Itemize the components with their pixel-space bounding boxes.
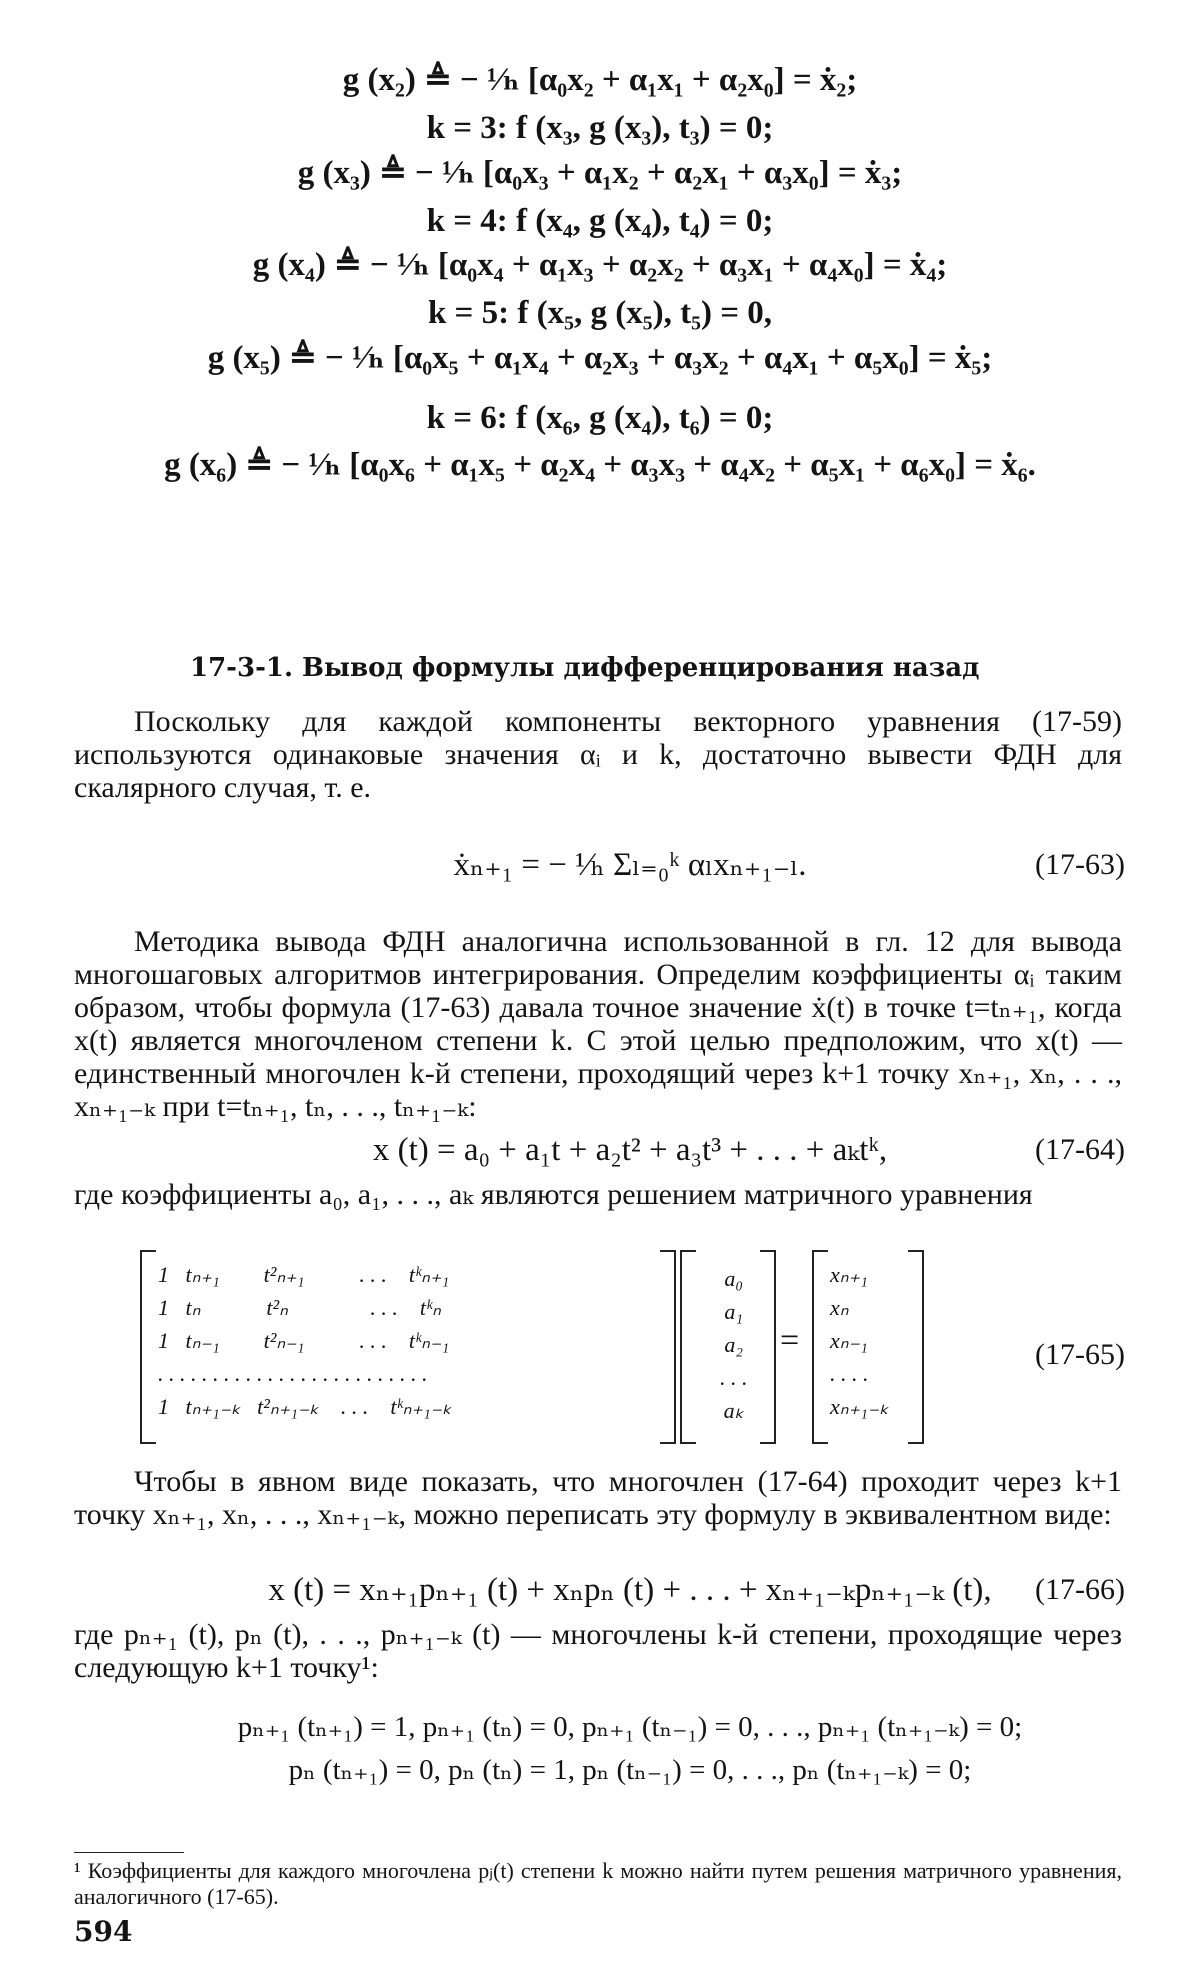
bracket-right <box>908 1250 924 1444</box>
paragraph-text: где коэффициенты a₀, a₁, . . ., aₖ являются решением матричного уравнения <box>74 1178 1033 1211</box>
vector-a: a₀ a₁ a₂ . . . aₖ <box>720 1266 748 1423</box>
paragraph-2 <box>74 925 1122 1123</box>
equation-number: (17-65) <box>1035 1338 1125 1371</box>
paragraph-5 <box>74 1618 1122 1684</box>
bracket-right <box>760 1250 776 1444</box>
equation-17-63: ẋₙ₊₁ = − ¹⁄ₕ Σₗ₌₀ᵏ αₗxₙ₊₁₋ₗ. <box>453 847 807 883</box>
section-heading: 17-3-1. Вывод формулы дифференцирования назад <box>190 653 980 683</box>
equation-g5: g (x₅) ≜ − ¹⁄ₕ [α₀x₅ + α₁x₄ + α₂x₃ + α₃x₂ + α₄x₁ + α₅x₀] = ẋ₅; <box>207 340 993 376</box>
bracket-right <box>660 1250 676 1444</box>
equation-g4: g (x₄) ≜ − ¹⁄ₕ [α₀x₄ + α₁x₃ + α₂x₂ + α₃x₁ + α₄x₀] = ẋ₄; <box>252 247 948 283</box>
equation-17-66: x (t) = xₙ₊₁pₙ₊₁ (t) + xₙpₙ (t) + . . . + xₙ₊₁₋ₖpₙ₊₁₋ₖ (t), <box>268 1572 992 1608</box>
equals-sign: = <box>780 1322 800 1359</box>
equation-number: (17-63) <box>1035 848 1125 881</box>
equation-number: (17-64) <box>1035 1133 1125 1166</box>
equation-k4: k = 4: f (x₄, g (x₄), t₄) = 0; <box>426 203 774 239</box>
equation-k6: k = 6: f (x₆, g (x₄), t₆) = 0; <box>426 400 774 436</box>
condition-line-1: pₙ₊₁ (tₙ₊₁) = 1, pₙ₊₁ (tₙ) = 0, pₙ₊₁ (tₙ₋₁) = 0, . . ., pₙ₊₁ (tₙ₊₁₋ₖ) = 0; <box>237 1711 1023 1743</box>
vector-x: xₙ₊₁ xₙ xₙ₋₁ . . . . xₙ₊₁₋ₖ <box>830 1262 889 1419</box>
paragraph-text: Поскольку для каждой компоненты векторного уравнения (17-59) используются одинаковые значения αᵢ и k, достаточно вывести ФДН для скалярного случая, т. е. <box>74 705 1122 804</box>
condition-line-2: pₙ (tₙ₊₁) = 0, pₙ (tₙ) = 1, pₙ (tₙ₋₁) = 0, . . ., pₙ (tₙ₊₁₋ₖ) = 0; <box>288 1754 972 1786</box>
equation-number: (17-66) <box>1035 1573 1125 1606</box>
bracket-left <box>812 1250 828 1444</box>
equation-g2: g (x₂) ≜ − ¹⁄ₕ [α₀x₂ + α₁x₁ + α₂x₀] = ẋ₂; <box>342 62 858 98</box>
paragraph-text: где pₙ₊₁ (t), pₙ (t), . . ., pₙ₊₁₋ₖ (t) — многочлены k-й степени, проходящие через следующую k+1 точку¹: <box>74 1618 1122 1684</box>
equation-g3: g (x₃) ≜ − ¹⁄ₕ [α₀x₃ + α₁x₂ + α₂x₁ + α₃x₀] = ẋ₃; <box>297 155 903 191</box>
footnote: ¹ Коэффициенты для каждого многочлена pⱼ(t) степени k можно найти путем решения матричного уравнения, аналогичного (17-65). <box>74 1858 1122 1909</box>
page-number: 594 <box>74 1915 133 1948</box>
paragraph-3 <box>74 1178 1122 1211</box>
footnote-rule <box>74 1852 184 1853</box>
matrix-t: 1 tₙ₊₁ t²ₙ₊₁ . . . tᵏₙ₊₁ 1 tₙ t²ₙ . . . tᵏₙ 1 tₙ₋₁ t²ₙ₋₁ . . . tᵏₙ₋₁ . . . . . . . . . . . . . . . . . . . . . . . . . 1 tₙ₊₁₋ₖ t²ₙ₊₁₋ₖ . . . tᵏₙ₊₁₋ₖ <box>158 1262 452 1419</box>
equation-17-64: x (t) = a₀ + a₁t + a₂t² + a₃t³ + . . . + aₖtᵏ, <box>372 1132 888 1168</box>
paragraph-4 <box>74 1465 1122 1531</box>
paragraph-text: Методика вывода ФДН аналогична использованной в гл. 12 для вывода многошаговых алгоритмов интегрирования. Определим коэффициенты αᵢ таким образом, чтобы формула (17-63) давала точное значение ẋ(t) в точке t=tₙ₊₁, когда x(t) является многочленом степени k. С этой целью предположим, что x(t) — единственный многочлен k-й степени, проходящий через k+1 точку xₙ₊₁, xₙ, . . ., xₙ₊₁₋ₖ при t=tₙ₊₁, tₙ, . . ., tₙ₊₁₋ₖ: <box>74 925 1122 1123</box>
paragraph-1 <box>74 705 1122 804</box>
equation-g6: g (x₆) ≜ − ¹⁄ₕ [α₀x₆ + α₁x₅ + α₂x₄ + α₃x₃ + α₄x₂ + α₅x₁ + α₆x₀] = ẋ₆. <box>164 447 1036 483</box>
bracket-left <box>140 1250 156 1444</box>
matrix-equation <box>140 1250 1020 1440</box>
equation-k3: k = 3: f (x₃, g (x₃), t₃) = 0; <box>426 110 774 146</box>
bracket-left <box>680 1250 696 1444</box>
equation-k5: k = 5: f (x₅, g (x₅), t₅) = 0, <box>427 295 773 331</box>
paragraph-text: Чтобы в явном виде показать, что многочлен (17-64) проходит через k+1 точку xₙ₊₁, xₙ, . . ., xₙ₊₁₋ₖ, можно переписать эту формулу в эквивалентном виде: <box>74 1465 1122 1531</box>
